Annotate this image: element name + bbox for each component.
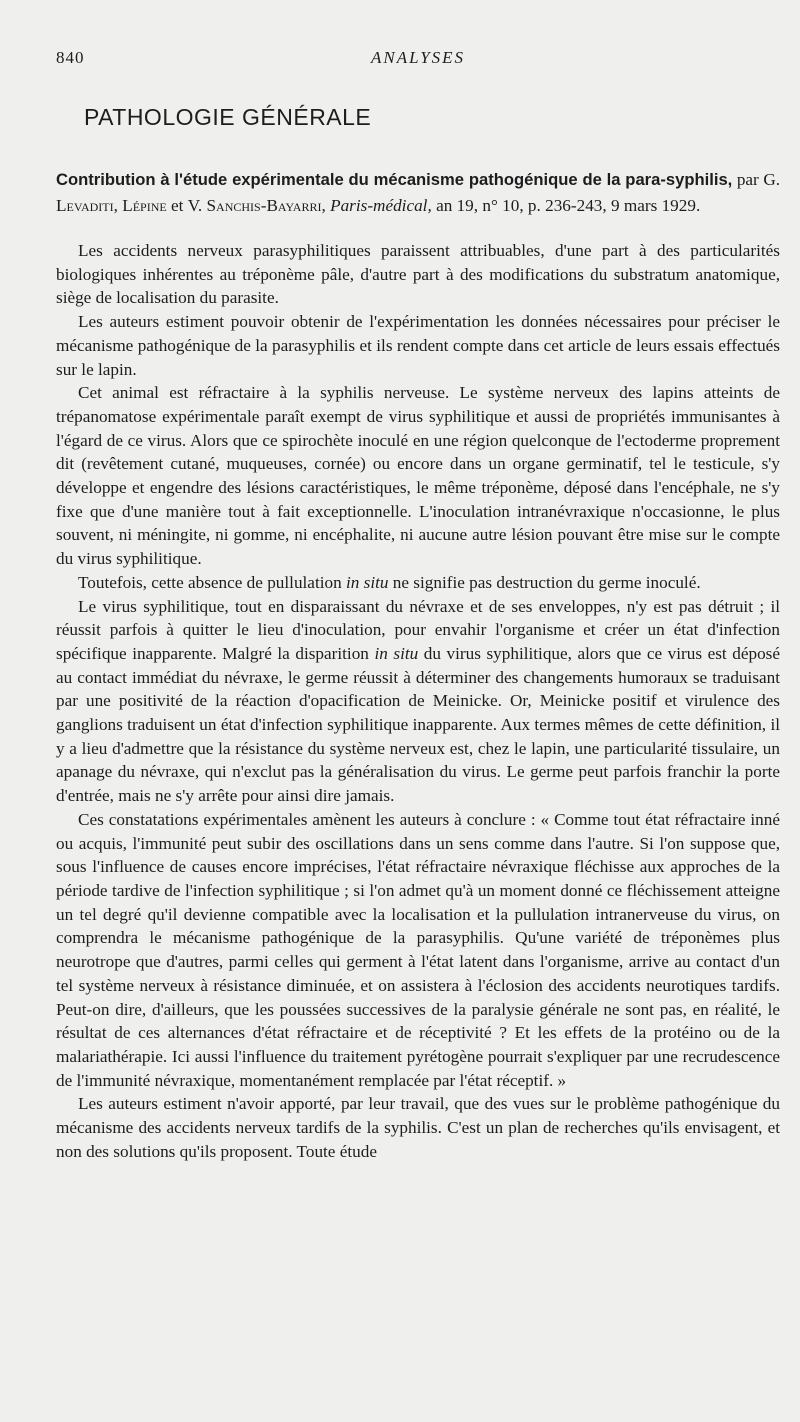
paragraph-4-end: ne signifie pas destruction du germe inoculé. bbox=[388, 572, 701, 592]
abstract-body bbox=[56, 239, 780, 1163]
paragraph-4 bbox=[56, 571, 780, 595]
article-citation bbox=[56, 167, 780, 219]
paragraph-6: Ces constatations expérimentales amènent les auteurs à conclure : « Comme tout état réfractaire inné ou acquis, l'immunité peut subir des oscillations dans un sens comme dans l'autre. Si l'on suppose que, sous l'influence de causes encore imprécises, l'état réfractaire névraxique fléchisse aux approches de la période tardive de l'infection syphilitique ; si l'on admet qu'à un moment donné ce fléchissement atteigne un tel degré qu'il devienne compatible avec la localisation et la pullulation intranerveuse du virus, on comprendra le mécanisme pathogénique de la parasyphilis. Qu'une variété de tréponèmes plus neurotrope que d'autres, parmi celles qui germent à l'état latent dans l'organisme, arrive au contact d'un tel système nerveux à résistance diminuée, et on assistera à l'éclosion des accidents neurotiques tardifs. Peut-on dire, d'ailleurs, que les poussées successives de la paralysie générale ne sont pas, en réalité, le résultat de ces alternances d'état réfractaire et de réceptivité ? Et les effets de la protéino ou de la malariathérapie. Ici aussi l'influence du traitement pyrétogène pourrait s'expliquer par une recrudescence de l'immunité névraxique, momentanément remplacée par l'état réceptif. » bbox=[56, 809, 780, 1090]
paragraph-5-start: Le virus syphilitique, tout en disparaissant du névraxe et de ses enveloppes, n'y est pas détruit ; il réussit parfois à quitter le lieu d'inoculation, pour envahir l'organisme et créer un état d'infection spécifique inapparente. Malgré la disparition bbox=[56, 596, 780, 663]
running-title: ANALYSES bbox=[370, 48, 466, 67]
paragraph-7: Les auteurs estiment n'avoir apporté, par leur travail, que des vues sur le problème pathogénique du mécanisme des accidents nerveux tardifs de la syphilis. C'est un plan de recherches qu'ils envisagent, et non des solutions qu'ils proposent. Toute étude bbox=[56, 1094, 780, 1161]
paragraph-5 bbox=[56, 595, 780, 808]
section-title: PATHOLOGIE GÉNÉRALE bbox=[84, 104, 372, 130]
author-levaditi: G. Levaditi, bbox=[56, 170, 781, 215]
page-number: 840 bbox=[56, 48, 85, 67]
paragraph-4-start: Toutefois, cette absence de pullulation bbox=[78, 572, 346, 592]
paragraph-5-end: du virus syphilitique, alors que ce virus est déposé au contact immédiat du névraxe, le germe réussit à déterminer des changements humoraux se traduisant par une positivité de la réaction d'opacification de Meinicke. Or, Meinicke positif et virulence des ganglions traduisent un état d'infection syphilitique inapparente. Aux termes mêmes de cette définition, il y a lieu d'admettre que la résistance du système nerveux est, chez le lapin, une particularité tissulaire, un apanage du névraxe, qui n'exclut pas la généralisation du virus. Le germe peut parfois franchir la porte d'entrée, mais ne s'y arrête pour ainsi dire jamais. bbox=[56, 643, 780, 806]
author-lepine: Lépine bbox=[122, 196, 167, 215]
paragraph-1: Les accidents nerveux parasyphilitiques paraissent attribuables, d'une part à des particularités biologiques inhérentes au tréponème pâle, d'autre part à des modifications du substratum anatomique, siège de localisation du parasite. bbox=[56, 241, 780, 308]
paragraph-5-italic: in situ bbox=[374, 643, 419, 663]
citation-details: an 19, n° 10, p. 236-243, 9 mars 1929. bbox=[436, 196, 701, 215]
citation-and: et bbox=[171, 196, 184, 215]
author-sanchis-bayarri: V. Sanchis-Bayarri, bbox=[187, 196, 326, 215]
journal-page bbox=[56, 48, 780, 1163]
article-title: Contribution à l'étude expérimentale du mécanisme pathogénique de la para-syphilis, bbox=[56, 170, 733, 189]
citation-by: par bbox=[736, 170, 759, 189]
paragraph-2: Les auteurs estiment pouvoir obtenir de l'expérimentation les données nécessaires pour préciser le mécanisme pathogénique de la parasyphilis et ils rendent compte dans cet article de leurs essais effectués sur le lapin. bbox=[56, 312, 780, 379]
running-head bbox=[56, 48, 780, 74]
journal-name: Paris-médical, bbox=[330, 196, 432, 215]
paragraph-4-italic: in situ bbox=[345, 572, 389, 592]
paragraph-3: Cet animal est réfractaire à la syphilis nerveuse. Le système nerveux des lapins atteints de trépanomatose expérimentale paraît exempt de virus syphilitique et aussi de propriétés immunisantes à l'égard de ce virus. Alors que ce spirochète inoculé en une région quelconque de l'ectoderme proprement dit (revêtement cutané, muqueuses, cornée) ou encore dans un organe germinatif, tel le testicule, s'y développe et engendre des lésions caractéristiques, le même tréponème, déposé dans l'encéphale, ne s'y fixe que d'une manière tout à fait exceptionnelle. L'inoculation intranévraxique n'occasionne, le plus souvent, ni méningite, ni gomme, ni encéphalite, ni aucune autre lésion pouvant être mise sur le compte du virus syphilitique. bbox=[56, 383, 780, 569]
